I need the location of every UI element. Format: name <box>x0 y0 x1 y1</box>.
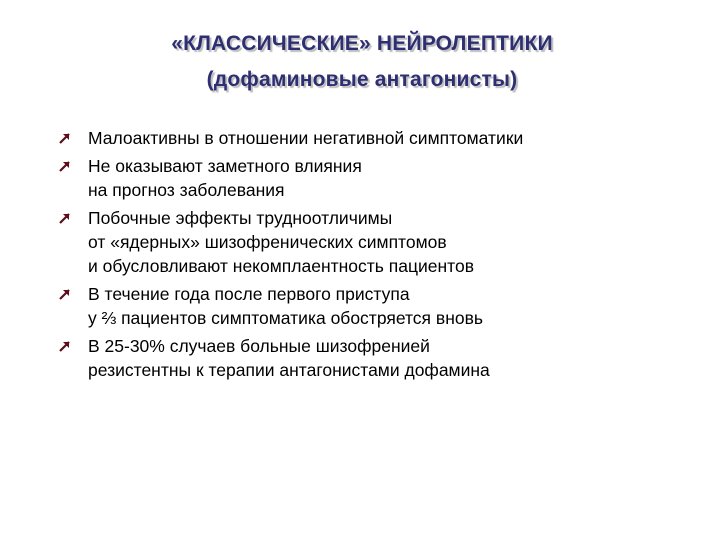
bullet-text: на прогноз заболевания <box>88 180 285 200</box>
list-item <box>58 282 678 330</box>
arrow-bullet-icon <box>58 131 72 145</box>
bullet-text: и обусловливают некомплаентность пациентов <box>88 256 475 276</box>
bullet-list <box>58 126 678 386</box>
bullet-text: Не оказывают заметного влияния <box>88 156 362 176</box>
arrow-bullet-icon <box>58 211 72 225</box>
bullet-text: Побочные эффекты трудноотличимы <box>88 208 393 228</box>
bullet-text: В 25-30% случаев больные шизофренией <box>88 336 430 356</box>
bullet-text: резистентны к терапии антагонистами дофамина <box>88 360 490 380</box>
list-item <box>58 126 678 150</box>
list-item <box>58 334 678 382</box>
slide-title <box>0 26 720 98</box>
bullet-text: у ⅔ пациентов симптоматика обостряется вновь <box>88 308 484 328</box>
bullet-text: от «ядерных» шизофренических симптомов <box>88 232 447 252</box>
list-item <box>58 206 678 278</box>
arrow-bullet-icon <box>58 159 72 173</box>
bullet-text: Малоактивны в отношении негативной симптоматики <box>88 128 524 148</box>
title-line-2: (дофаминовые антагонисты) <box>206 68 518 91</box>
title-line-1: «КЛАССИЧЕСКИЕ» НЕЙРОЛЕПТИКИ <box>171 32 553 55</box>
arrow-bullet-icon <box>58 339 72 353</box>
bullet-text: В течение года после первого приступа <box>88 284 410 304</box>
list-item <box>58 154 678 202</box>
arrow-bullet-icon <box>58 287 72 301</box>
